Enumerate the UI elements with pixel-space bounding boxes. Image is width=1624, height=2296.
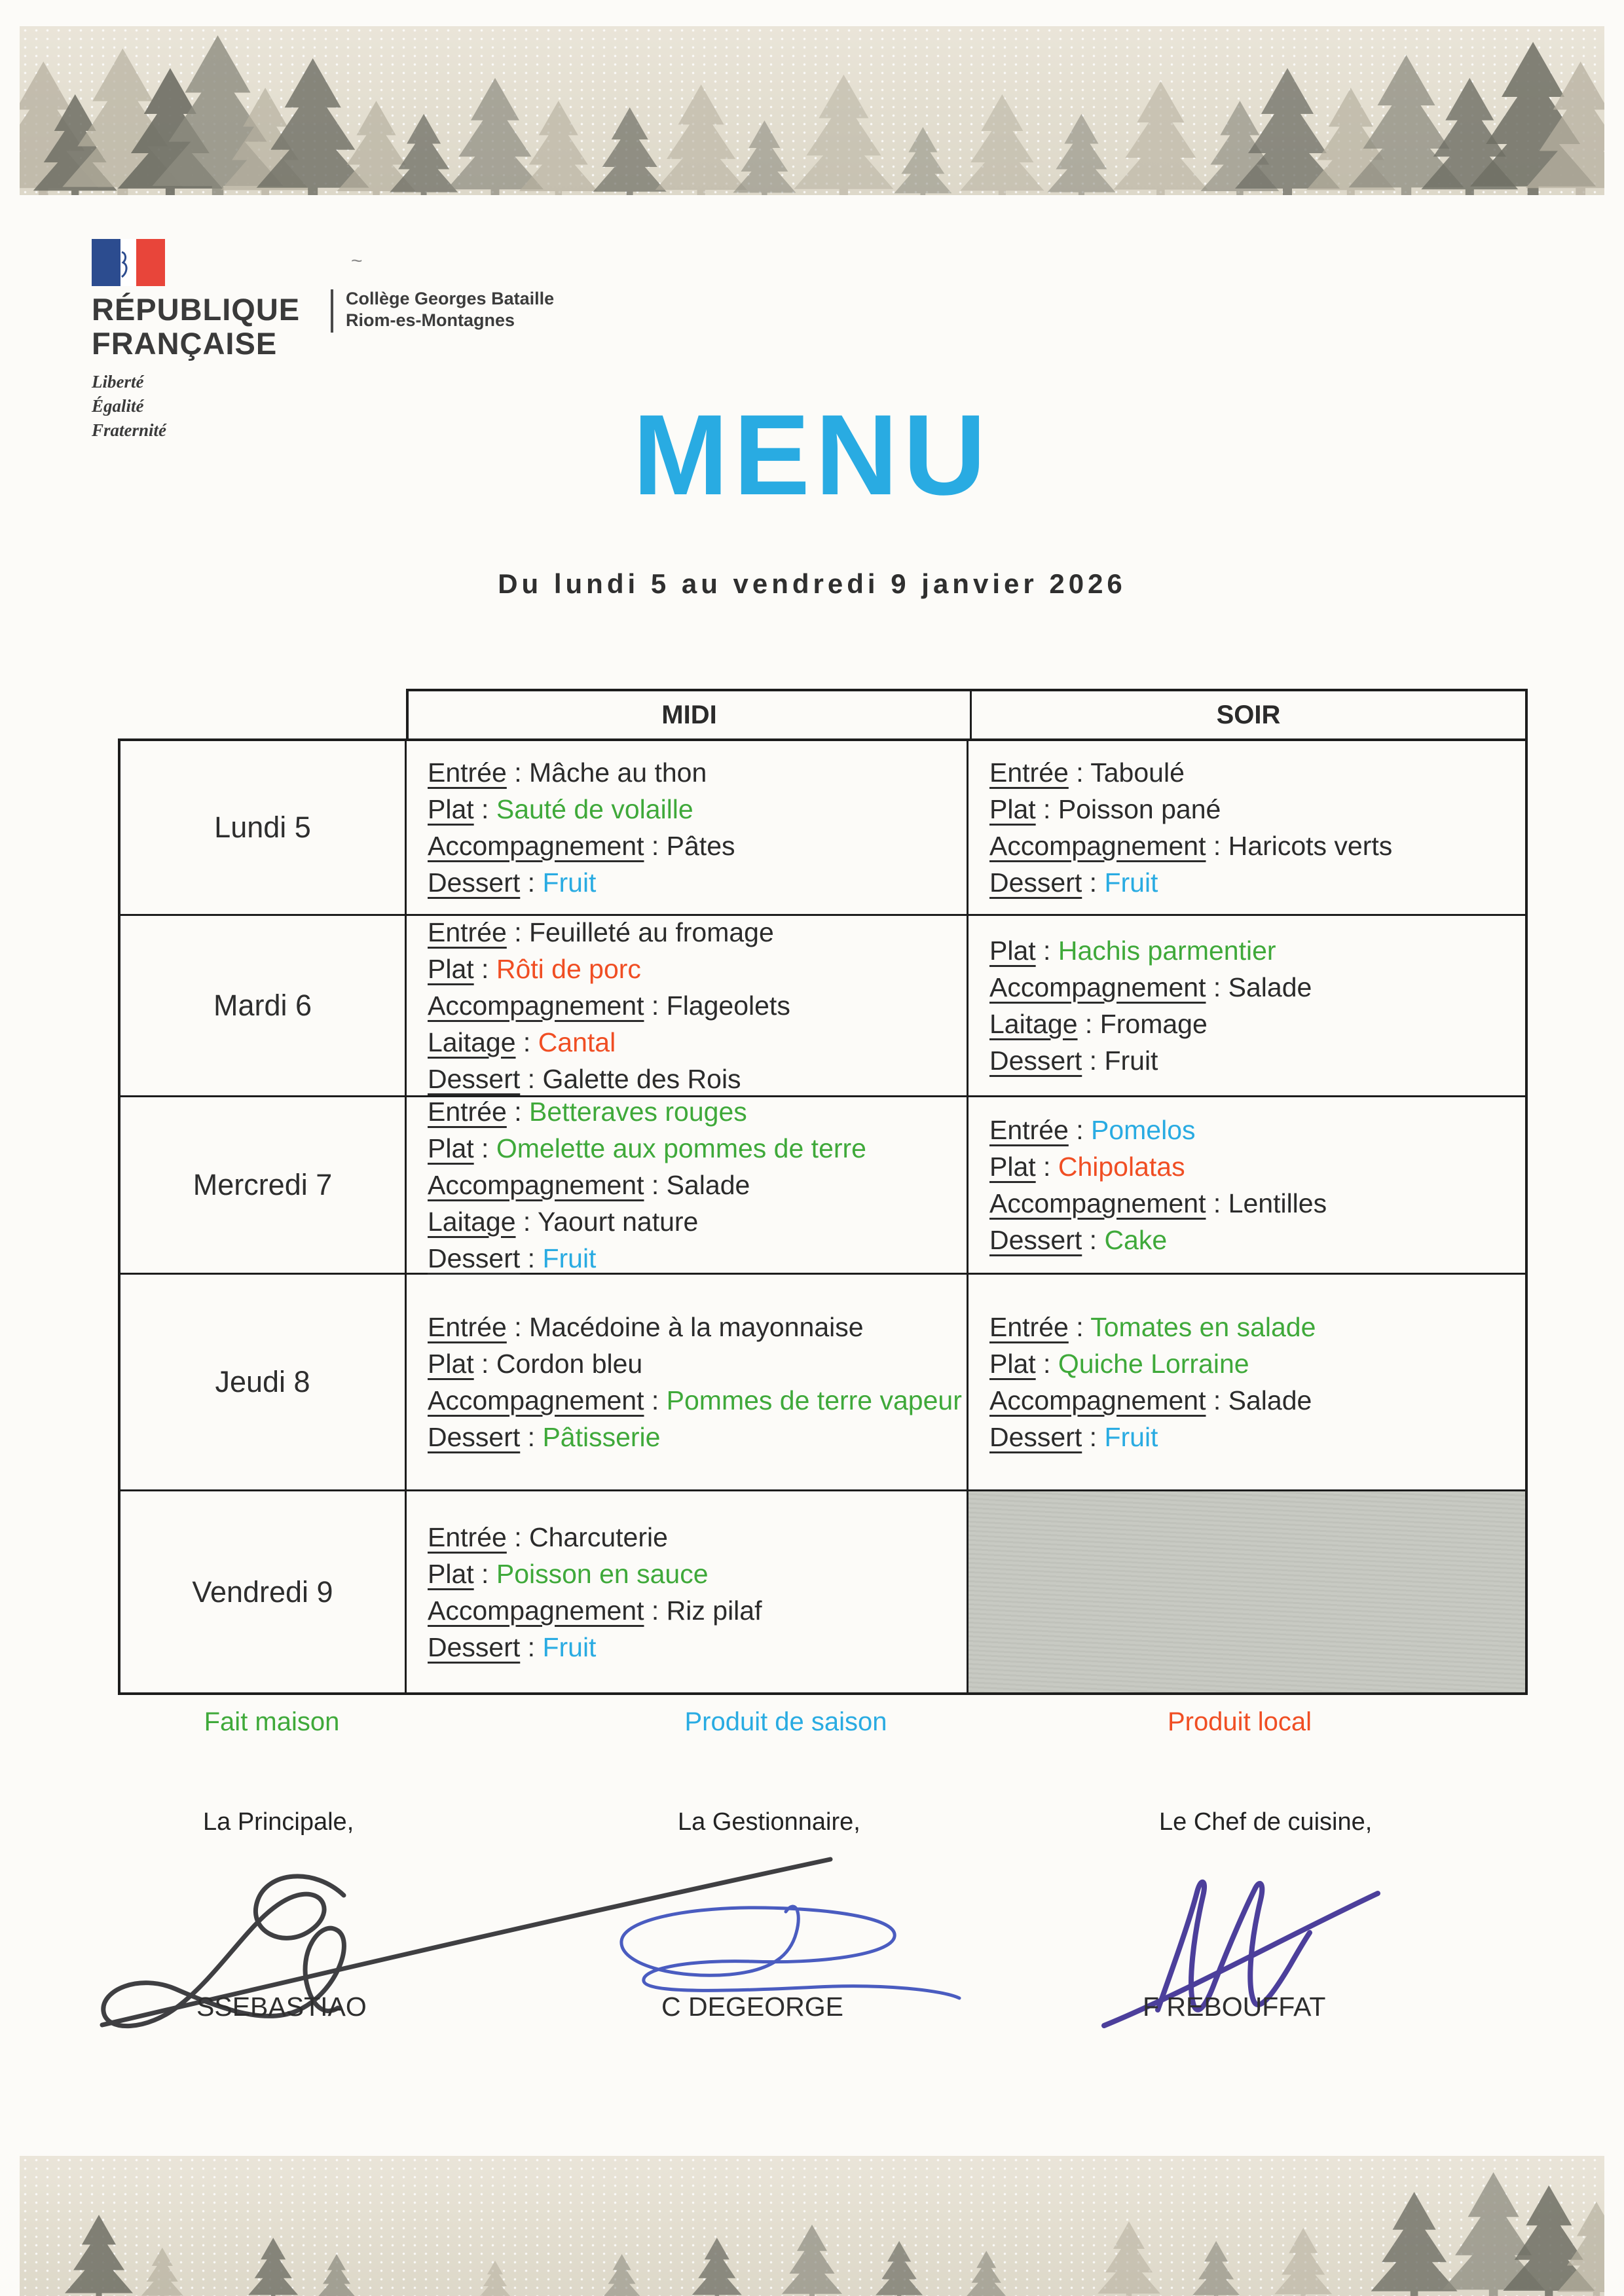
menu-item-label: Entrée [428, 1097, 507, 1127]
menu-item: Dessert : Pâtisserie [428, 1422, 661, 1452]
menu-item-value: Lentilles [1228, 1188, 1327, 1218]
menu-item: Entrée : Pomelos [989, 1115, 1196, 1145]
menu-item: Accompagnement : Salade [989, 972, 1312, 1002]
menu-item: Dessert : Galette des Rois [428, 1064, 741, 1094]
menu-item: Entrée : Feuilleté au fromage [428, 917, 774, 947]
menu-item-label: Plat [428, 1349, 474, 1379]
republic-name: RÉPUBLIQUE FRANÇAISE [92, 292, 301, 361]
date-range-subtitle: Du lundi 5 au vendredi 9 janvier 2026 [498, 568, 1126, 599]
menu-item: Accompagnement : Pommes de terre vapeur [428, 1385, 962, 1415]
signature-role: La Gestionnaire, [678, 1808, 860, 1836]
menu-item-value: Taboulé [1090, 757, 1185, 788]
menu-item-value: Yaourt nature [537, 1207, 699, 1237]
menu-item: Dessert : Fruit [428, 1631, 597, 1662]
menu-item-label: Plat [428, 1558, 474, 1589]
menu-item-value: Fruit [542, 1243, 597, 1273]
menu-item: Entrée : Mâche au thon [428, 757, 707, 788]
menu-item-label: Accompagnement [428, 831, 644, 861]
republic-motto: Liberté Égalité Fraternité [92, 372, 167, 440]
scan-artifact-mark: ~ [351, 250, 363, 272]
menu-item-label: Dessert [428, 1243, 521, 1273]
menu-item: Plat : Hachis parmentier [989, 936, 1276, 966]
menu-item-label: Dessert [428, 867, 521, 898]
menu-item-value: Fruit [1104, 1046, 1158, 1076]
menu-item-label: Laitage [989, 1009, 1078, 1039]
menu-item-label: Entrée [428, 1522, 507, 1552]
menu-item-value: Pomelos [1091, 1115, 1196, 1145]
menu-item-label: Plat [989, 794, 1036, 824]
menu-item-value: Haricots verts [1228, 831, 1393, 861]
menu-item-value: Riz pilaf [666, 1595, 762, 1626]
menu-item: Plat : Poisson pané [989, 794, 1221, 824]
menu-item-value: Pâtisserie [542, 1422, 661, 1452]
menu-item-value: Poisson en sauce [496, 1558, 709, 1589]
menu-item-label: Plat [428, 794, 474, 824]
menu-item-label: Accompagnement [428, 991, 644, 1021]
menu-item: Entrée : Tomates en salade [989, 1312, 1316, 1342]
menu-item: Dessert : Fruit [989, 867, 1158, 898]
menu-item: Plat : Quiche Lorraine [989, 1349, 1249, 1379]
day-cell: Mercredi 7 [120, 1097, 407, 1273]
menu-item-label: Accompagnement [428, 1595, 644, 1626]
menu-item-label: Dessert [428, 1422, 521, 1452]
menu-item: Plat : Omelette aux pommes de terre [428, 1133, 866, 1163]
menu-item-value: Betteraves rouges [529, 1097, 747, 1127]
winter-forest-banner-bottom [20, 2156, 1604, 2296]
menu-item-value: Charcuterie [529, 1522, 668, 1552]
day-cell: Vendredi 9 [120, 1491, 407, 1692]
menu-item-value: Hachis parmentier [1058, 936, 1276, 966]
menu-item-value: Salade [666, 1170, 750, 1200]
table-row [120, 916, 1525, 1097]
menu-item-label: Accompagnement [428, 1170, 644, 1200]
menu-item-value: Omelette aux pommes de terre [496, 1133, 866, 1163]
menu-item-label: Plat [989, 936, 1036, 966]
menu-item-value: Fruit [1104, 867, 1158, 898]
menu-item: Accompagnement : Lentilles [989, 1188, 1327, 1218]
menu-item: Entrée : Taboulé [989, 757, 1185, 788]
page-title: MENU [633, 392, 991, 519]
menu-item: Laitage : Fromage [989, 1009, 1208, 1039]
menu-item-label: Dessert [428, 1631, 521, 1662]
midi-cell [407, 741, 969, 914]
signature-role: La Principale, [203, 1808, 354, 1836]
menu-item-label: Dessert [989, 1225, 1082, 1255]
soir-cell-shaded [969, 1491, 1525, 1692]
menu-item-value: Flageolets [666, 991, 790, 1021]
menu-item-value: Macédoine à la mayonnaise [529, 1312, 864, 1342]
table-header-row [406, 689, 1528, 738]
menu-item-label: Entrée [989, 1115, 1069, 1145]
menu-item-value: Fromage [1099, 1009, 1208, 1039]
menu-item-label: Accompagnement [989, 972, 1206, 1002]
menu-item: Dessert : Cake [989, 1225, 1168, 1255]
separator-bar [331, 289, 333, 333]
menu-item-value: Fruit [1104, 1422, 1158, 1452]
menu-item-label: Dessert [989, 1422, 1082, 1452]
menu-item-label: Dessert [428, 1064, 521, 1094]
menu-item-value: Cordon bleu [496, 1349, 643, 1379]
fir-trees-illustration [20, 2156, 1604, 2296]
soir-cell [969, 741, 1525, 914]
menu-item-label: Plat [989, 1152, 1036, 1182]
menu-item-value: Mâche au thon [529, 757, 707, 788]
school-name: Collège Georges Bataille Riom-es-Montagnes [346, 289, 555, 330]
menu-item-label: Laitage [428, 1207, 516, 1237]
table-body [118, 738, 1528, 1695]
menu-item: Entrée : Macédoine à la mayonnaise [428, 1312, 864, 1342]
menu-item-label: Dessert [989, 867, 1082, 898]
soir-cell [969, 916, 1525, 1095]
menu-item: Plat : Cordon bleu [428, 1349, 643, 1379]
menu-item: Laitage : Cantal [428, 1027, 616, 1057]
menu-item: Plat : Sauté de volaille [428, 794, 693, 824]
menu-item-value: Quiche Lorraine [1058, 1349, 1249, 1379]
menu-item-value: Cake [1104, 1225, 1168, 1255]
menu-item-label: Accompagnement [989, 1188, 1206, 1218]
menu-item-value: Cantal [538, 1027, 616, 1057]
soir-cell [969, 1097, 1525, 1273]
menu-item-label: Entrée [428, 757, 507, 788]
legend-item: Produit de saison [684, 1707, 887, 1736]
menu-item-label: Accompagnement [428, 1385, 644, 1415]
menu-item-label: Plat [428, 1133, 474, 1163]
weekly-menu-table [118, 689, 1528, 1695]
legend-item: Produit local [1167, 1707, 1312, 1736]
menu-item: Accompagnement : Salade [428, 1170, 750, 1200]
menu-item-label: Entrée [989, 1312, 1069, 1342]
menu-item: Accompagnement : Flageolets [428, 991, 790, 1021]
menu-item: Accompagnement : Salade [989, 1385, 1312, 1415]
soir-cell [969, 1275, 1525, 1489]
menu-item-value: Tomates en salade [1090, 1312, 1316, 1342]
midi-cell [407, 1491, 969, 1692]
manager-signature [601, 1878, 968, 2009]
menu-item: Accompagnement : Riz pilaf [428, 1595, 762, 1626]
day-cell: Lundi 5 [120, 741, 407, 914]
menu-item: Laitage : Yaourt nature [428, 1207, 699, 1237]
menu-item: Accompagnement : Haricots verts [989, 831, 1393, 861]
menu-item-value: Feuilleté au fromage [529, 917, 774, 947]
signature-name: SSEBASTIAO [196, 1992, 367, 2022]
signature-role: Le Chef de cuisine, [1159, 1808, 1373, 1836]
menu-item-label: Entrée [989, 757, 1069, 788]
menu-item: Plat : Chipolatas [989, 1152, 1185, 1182]
menu-item-label: Entrée [428, 917, 507, 947]
menu-item: Accompagnement : Pâtes [428, 831, 735, 861]
menu-item-value: Sauté de volaille [496, 794, 693, 824]
menu-item: Entrée : Betteraves rouges [428, 1097, 747, 1127]
menu-item-label: Accompagnement [989, 831, 1206, 861]
table-row [120, 1097, 1525, 1275]
menu-item: Dessert : Fruit [989, 1422, 1158, 1452]
menu-item-value: Fruit [542, 1631, 597, 1662]
menu-item-value: Chipolatas [1058, 1152, 1185, 1182]
menu-item-label: Accompagnement [989, 1385, 1206, 1415]
signature-name: C DEGEORGE [661, 1992, 843, 2022]
midi-cell [407, 916, 969, 1095]
table-row [120, 1275, 1525, 1491]
menu-item-value: Salade [1228, 1385, 1312, 1415]
day-cell: Mardi 6 [120, 916, 407, 1095]
menu-item-label: Dessert [989, 1046, 1082, 1076]
legend-item: Fait maison [204, 1707, 340, 1736]
menu-item-value: Pâtes [666, 831, 735, 861]
menu-item-value: Fruit [542, 867, 597, 898]
menu-item-value: Poisson pané [1058, 794, 1221, 824]
menu-item: Dessert : Fruit [989, 1046, 1158, 1076]
menu-item-label: Entrée [428, 1312, 507, 1342]
fir-trees-illustration [20, 26, 1604, 195]
menu-item: Plat : Rôti de porc [428, 954, 641, 984]
signature-name: F REBOUFFAT [1143, 1992, 1326, 2022]
french-flag-marianne-icon [92, 239, 165, 286]
menu-item-label: Plat [428, 954, 474, 984]
menu-item: Dessert : Fruit [428, 867, 597, 898]
midi-cell [407, 1097, 969, 1273]
midi-cell [407, 1275, 969, 1489]
day-cell: Jeudi 8 [120, 1275, 407, 1489]
menu-item: Entrée : Charcuterie [428, 1522, 668, 1552]
menu-item-value: Rôti de porc [496, 954, 641, 984]
column-header-midi: MIDI [409, 691, 972, 738]
menu-item: Dessert : Fruit [428, 1243, 597, 1273]
menu-item-value: Pommes de terre vapeur [666, 1385, 962, 1415]
table-row [120, 1491, 1525, 1692]
winter-forest-banner-top [20, 26, 1604, 195]
column-header-soir: SOIR [1216, 700, 1281, 729]
table-row [120, 741, 1525, 916]
menu-item: Plat : Poisson en sauce [428, 1558, 709, 1589]
menu-item-label: Plat [989, 1349, 1036, 1379]
menu-item-value: Galette des Rois [542, 1064, 741, 1094]
menu-item-value: Salade [1228, 972, 1312, 1002]
menu-item-label: Laitage [428, 1027, 516, 1057]
